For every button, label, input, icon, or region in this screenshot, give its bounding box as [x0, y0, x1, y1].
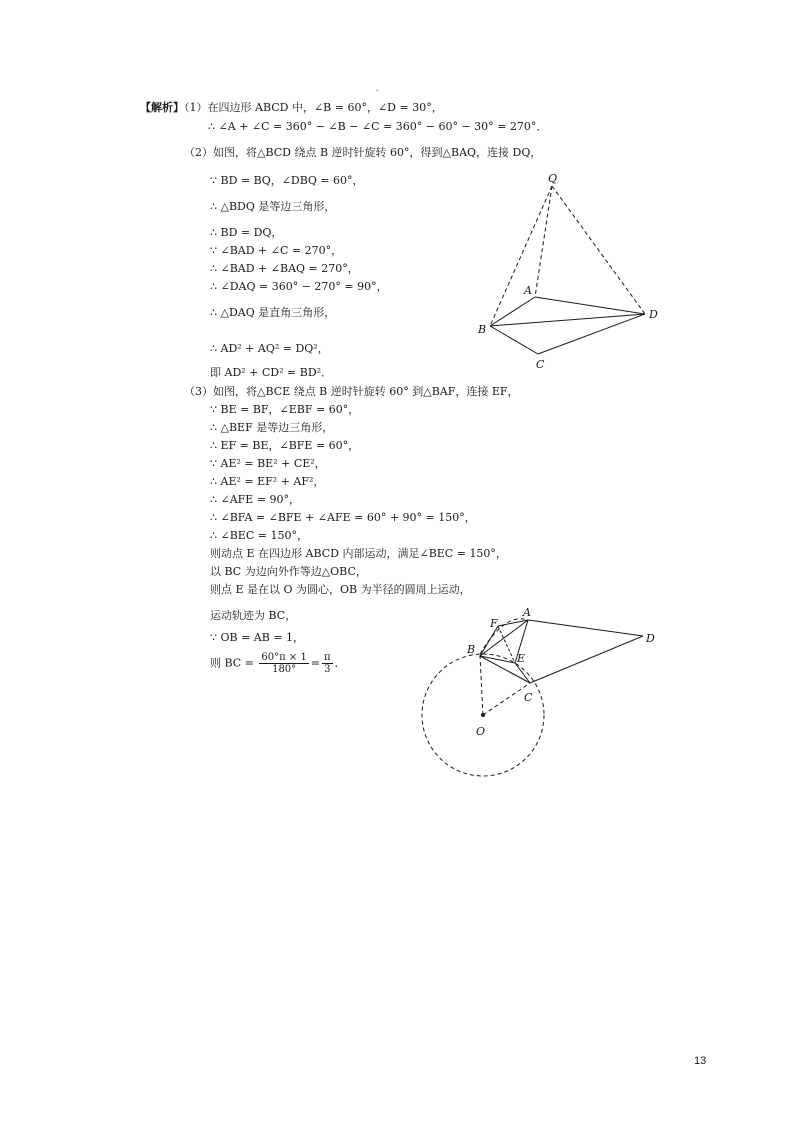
fraction-result-denominator: 3: [324, 664, 331, 675]
point-O: [481, 713, 485, 717]
segment-DC: [530, 636, 643, 683]
part3-line-7: ∴ ∠BFA = ∠BFE + ∠AFE = 60° + 90° = 150°，: [210, 511, 476, 524]
part1-line2: ∴ ∠A + ∠C = 360° − ∠B − ∠C = 360° − 60° − 30° = 270°．: [208, 120, 548, 133]
part3-intro: （3）如图，将△BCE 绕点 B 逆时针旋转 60° 到△BAF，连接 EF，: [184, 385, 519, 398]
label-C: C: [524, 691, 533, 704]
part3-line-9: 则动点 E 在四边形 ABCD 内部运动，满足∠BEC = 150°，: [210, 547, 507, 560]
part2-line-9: 即 AD² + CD² = BD²．: [210, 366, 333, 379]
arc-length-formula: [210, 652, 346, 675]
segment-QD: [552, 186, 645, 314]
label-B: B: [478, 323, 487, 336]
segment-BA: [490, 297, 535, 326]
label-E: E: [517, 652, 526, 665]
part2-line-6: ∴ ∠DAQ = 360° − 270° = 90°，: [210, 280, 388, 293]
part2-line-2: ∴ △BDQ 是等边三角形，: [210, 200, 336, 213]
formula-prefix: 则 BC =: [210, 656, 254, 670]
label-C: C: [536, 358, 545, 371]
part3-line-4: ∵ AE² = BE² + CE²，: [210, 457, 326, 470]
label-D: D: [646, 632, 655, 645]
fraction-result-numerator: π: [324, 652, 331, 663]
label-A: A: [523, 606, 531, 619]
segment-QB: [490, 186, 552, 326]
segment-BD: [490, 314, 645, 326]
label-F: F: [490, 617, 498, 630]
part3-line-12: 运动轨迹为 BC，: [210, 609, 297, 622]
solution-header-line: [140, 101, 443, 115]
label-B: B: [467, 643, 476, 656]
label-D: D: [649, 308, 658, 321]
arc-BA: [480, 619, 528, 654]
segment-BC: [490, 326, 538, 354]
top-mark: -: [376, 86, 380, 96]
segment-OC: [483, 683, 530, 715]
fraction-arc: [259, 652, 308, 675]
part3-line-10: 以 BC 为边向外作等边△OBC，: [210, 565, 367, 578]
part3-line-3: ∴ EF = BE，∠BFE = 60°，: [210, 439, 360, 452]
part2-line-3: ∴ BD = DQ，: [210, 226, 283, 239]
part3-line-5: ∴ AE² = EF² + AF²，: [210, 475, 325, 488]
label-O: O: [476, 725, 486, 738]
formula-equals: =: [310, 656, 321, 670]
fraction-arc-denominator: 180°: [272, 664, 297, 675]
part2-line-8: ∴ AD² + AQ² = DQ²，: [210, 342, 329, 355]
segment-AD: [528, 620, 643, 636]
figure-rotation-bdq: [470, 170, 670, 375]
segment-OB: [480, 656, 483, 715]
solution-label: 【解析】: [140, 101, 184, 114]
part2-line-5: ∴ ∠BAD + ∠BAQ = 270°，: [210, 262, 359, 275]
figure-locus-circle: [410, 600, 670, 782]
label-Q: Q: [548, 172, 558, 185]
part2-intro: （2）如图，将△BCD 绕点 B 逆时针旋转 60°，得到△BAQ，连接 DQ，: [184, 146, 542, 159]
part2-line-1: ∵ BD = BQ，∠DBQ = 60°，: [210, 174, 364, 187]
segment-BE: [480, 656, 515, 663]
part3-line-1: ∵ BE = BF，∠EBF = 60°，: [210, 403, 360, 416]
part3-line-2: ∴ △BEF 是等边三角形，: [210, 421, 334, 434]
page-number: 13: [694, 1055, 707, 1067]
part2-line-7: ∴ △DAQ 是直角三角形，: [210, 306, 336, 319]
part3-line-13: ∵ OB = AB = 1，: [210, 631, 305, 644]
part3-line-11: 则点 E 是在以 O 为圆心，OB 为半径的圆周上运动，: [210, 583, 471, 596]
part1-prefix: （1）: [184, 101, 208, 114]
fraction-result: [322, 652, 333, 675]
segment-AD: [535, 297, 645, 314]
part1-line1: 在四边形 ABCD 中，∠B = 60°，∠D = 30°，: [207, 101, 443, 114]
part2-line-4: ∵ ∠BAD + ∠C = 270°，: [210, 244, 343, 257]
formula-suffix: ．: [334, 656, 346, 670]
segment-FB: [480, 626, 498, 656]
fraction-arc-numerator: 60°π × 1: [261, 652, 307, 663]
label-A: A: [524, 284, 532, 297]
part3-line-8: ∴ ∠BEC = 150°，: [210, 529, 308, 542]
segment-CD: [538, 314, 645, 354]
segment-QA: [535, 186, 552, 297]
part3-line-6: ∴ ∠AFE = 90°，: [210, 493, 301, 506]
